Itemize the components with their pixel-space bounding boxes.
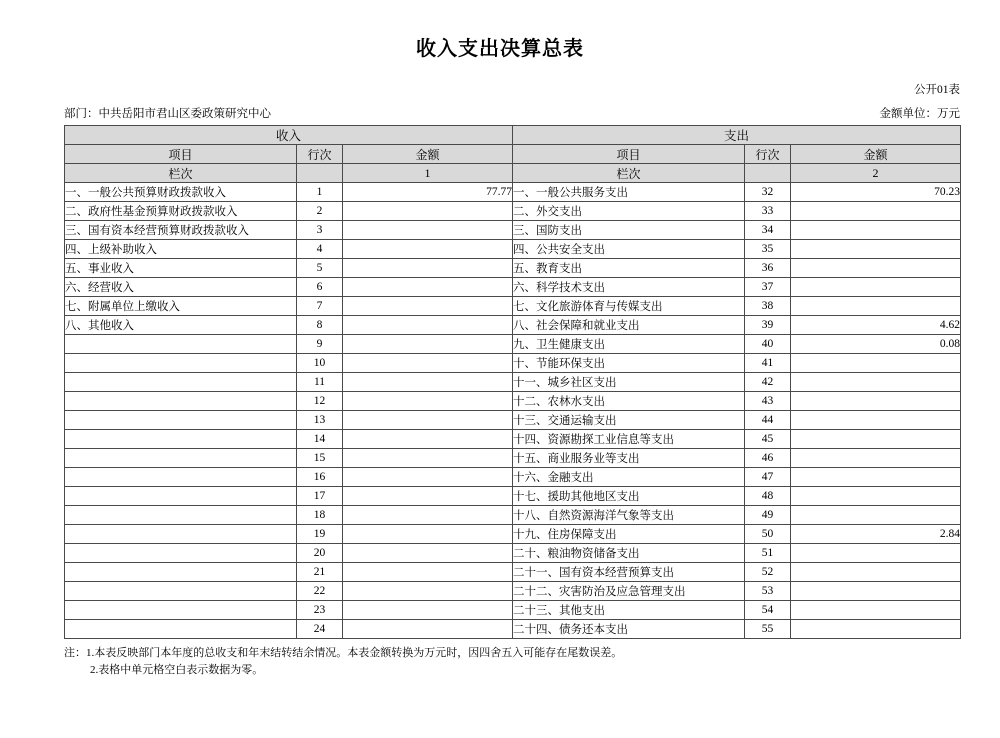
expenditure-item: 十七、援助其他地区支出 [513,487,745,506]
income-line: 10 [297,354,343,373]
income-item [65,430,297,449]
expenditure-amount [791,506,961,525]
table-row [65,221,961,240]
header-expenditure-item: 项目 [513,145,745,164]
expenditure-amount [791,373,961,392]
expenditure-item: 十二、农林水支出 [513,392,745,411]
table-column-index-row [65,164,961,183]
income-line: 24 [297,620,343,639]
expenditure-item: 二、外交支出 [513,202,745,221]
income-line: 17 [297,487,343,506]
header-income-item: 项目 [65,145,297,164]
table-row [65,240,961,259]
table-row [65,259,961,278]
expenditure-item: 六、科学技术支出 [513,278,745,297]
income-amount [343,202,513,221]
income-item [65,411,297,430]
expenditure-line: 35 [745,240,791,259]
income-item [65,563,297,582]
expenditure-amount [791,354,961,373]
expenditure-item: 二十一、国有资本经营预算支出 [513,563,745,582]
table-row [65,430,961,449]
expenditure-line: 36 [745,259,791,278]
income-amount [343,316,513,335]
expenditure-amount [791,411,961,430]
table-row [65,411,961,430]
table-row [65,354,961,373]
expenditure-item: 五、教育支出 [513,259,745,278]
amount-unit-label: 金额单位：万元 [879,108,960,120]
expenditure-amount [791,544,961,563]
column-index-spacer-income-line [297,164,343,183]
table-row [65,563,961,582]
income-amount [343,525,513,544]
expenditure-item: 二十四、债务还本支出 [513,620,745,639]
income-item [65,335,297,354]
expenditure-amount [791,620,961,639]
table-container [0,125,1000,639]
income-item: 三、国有资本经营预算财政拨款收入 [65,221,297,240]
table-row [65,601,961,620]
group-header-income: 收入 [65,126,513,145]
expenditure-line: 50 [745,525,791,544]
expenditure-line: 32 [745,183,791,202]
income-line: 11 [297,373,343,392]
expenditure-amount [791,221,961,240]
expenditure-line: 41 [745,354,791,373]
table-row [65,316,961,335]
expenditure-amount [791,487,961,506]
column-index-income-amount: 1 [343,164,513,183]
expenditure-line: 44 [745,411,791,430]
income-amount [343,620,513,639]
note-line-1: 注：1.本表反映部门本年度的总收支和年末结转结余情况。本表金额转换为万元时，因四舍五入可能存在尾数误差。 [64,647,623,659]
expenditure-line: 48 [745,487,791,506]
expenditure-line: 38 [745,297,791,316]
income-item [65,582,297,601]
income-item [65,601,297,620]
expenditure-line: 45 [745,430,791,449]
income-item: 四、上级补助收入 [65,240,297,259]
income-amount [343,430,513,449]
income-amount [343,392,513,411]
expenditure-item: 十八、自然资源海洋气象等支出 [513,506,745,525]
expenditure-item: 二十、粮油物资储备支出 [513,544,745,563]
expenditure-item: 十五、商业服务业等支出 [513,449,745,468]
expenditure-amount [791,430,961,449]
table-row [65,468,961,487]
expenditure-item: 四、公共安全支出 [513,240,745,259]
income-item: 一、一般公共预算财政拨款收入 [65,183,297,202]
expenditure-item: 七、文化旅游体育与传媒支出 [513,297,745,316]
table-row [65,202,961,221]
table-row [65,620,961,639]
income-amount [343,335,513,354]
group-header-expenditure: 支出 [513,126,961,145]
income-amount [343,506,513,525]
expenditure-item: 十六、金融支出 [513,468,745,487]
income-item [65,373,297,392]
income-item [65,468,297,487]
income-item: 二、政府性基金预算财政拨款收入 [65,202,297,221]
income-line: 8 [297,316,343,335]
income-line: 23 [297,601,343,620]
header-expenditure-line: 行次 [745,145,791,164]
expenditure-item: 九、卫生健康支出 [513,335,745,354]
column-index-expenditure-amount: 2 [791,164,961,183]
column-index-label-income: 栏次 [65,164,297,183]
income-line: 21 [297,563,343,582]
income-line: 15 [297,449,343,468]
table-row [65,392,961,411]
expenditure-line: 46 [745,449,791,468]
table-row [65,487,961,506]
income-item [65,354,297,373]
income-amount [343,278,513,297]
expenditure-amount [791,240,961,259]
income-amount [343,487,513,506]
expenditure-item: 二十三、其他支出 [513,601,745,620]
department-label: 部门：中共岳阳市君山区委政策研究中心 [64,108,271,120]
income-amount [343,259,513,278]
table-row [65,183,961,202]
income-line: 13 [297,411,343,430]
expenditure-item: 三、国防支出 [513,221,745,240]
column-index-spacer-expenditure-line [745,164,791,183]
table-row [65,525,961,544]
expenditure-amount [791,202,961,221]
income-amount [343,582,513,601]
income-amount [343,240,513,259]
expenditure-line: 33 [745,202,791,221]
income-line: 16 [297,468,343,487]
income-item [65,525,297,544]
income-line: 9 [297,335,343,354]
expenditure-amount [791,601,961,620]
expenditure-line: 47 [745,468,791,487]
income-line: 22 [297,582,343,601]
expenditure-line: 54 [745,601,791,620]
income-amount [343,601,513,620]
table-row [65,373,961,392]
note-line-2: 2.表格中单元格空白表示数据为零。 [90,664,264,677]
expenditure-item: 八、社会保障和就业支出 [513,316,745,335]
income-line: 3 [297,221,343,240]
expenditure-line: 40 [745,335,791,354]
document-page [0,32,1000,738]
expenditure-item: 十四、资源勘探工业信息等支出 [513,430,745,449]
income-amount [343,411,513,430]
table-row [65,582,961,601]
expenditure-line: 39 [745,316,791,335]
expenditure-item: 十一、城乡社区支出 [513,373,745,392]
expenditure-line: 53 [745,582,791,601]
expenditure-amount [791,563,961,582]
header-income-line: 行次 [297,145,343,164]
column-index-label-expenditure: 栏次 [513,164,745,183]
income-line: 4 [297,240,343,259]
income-line: 18 [297,506,343,525]
income-amount [343,468,513,487]
table-row [65,335,961,354]
income-item [65,620,297,639]
income-line: 6 [297,278,343,297]
expenditure-item: 一、一般公共服务支出 [513,183,745,202]
header-income-amount: 金额 [343,145,513,164]
income-line: 5 [297,259,343,278]
expenditure-amount: 70.23 [791,183,961,202]
table-row [65,506,961,525]
income-line: 1 [297,183,343,202]
expenditure-line: 52 [745,563,791,582]
header-expenditure-amount: 金额 [791,145,961,164]
expenditure-item: 十九、住房保障支出 [513,525,745,544]
income-amount [343,297,513,316]
expenditure-amount: 0.08 [791,335,961,354]
income-item [65,449,297,468]
expenditure-amount [791,278,961,297]
expenditure-line: 51 [745,544,791,563]
income-line: 19 [297,525,343,544]
income-line: 12 [297,392,343,411]
expenditure-amount [791,259,961,278]
income-amount [343,544,513,563]
table-row [65,544,961,563]
expenditure-line: 42 [745,373,791,392]
income-amount [343,373,513,392]
table-row [65,449,961,468]
income-item: 七、附属单位上缴收入 [65,297,297,316]
income-item [65,506,297,525]
expenditure-item: 二十二、灾害防治及应急管理支出 [513,582,745,601]
expenditure-item: 十、节能环保支出 [513,354,745,373]
expenditure-amount [791,392,961,411]
expenditure-amount [791,582,961,601]
income-item [65,487,297,506]
meta-row [0,105,1000,121]
income-amount [343,449,513,468]
table-notes [0,639,1000,679]
expenditure-amount [791,449,961,468]
expenditure-line: 34 [745,221,791,240]
expenditure-item: 十三、交通运输支出 [513,411,745,430]
income-line: 7 [297,297,343,316]
income-item: 六、经营收入 [65,278,297,297]
expenditure-line: 49 [745,506,791,525]
expenditure-amount: 4.62 [791,316,961,335]
expenditure-amount [791,297,961,316]
income-amount [343,563,513,582]
expenditure-amount: 2.84 [791,525,961,544]
table-group-header-row [65,126,961,145]
income-amount [343,354,513,373]
page-title: 收入支出决算总表 [416,38,584,60]
income-line: 14 [297,430,343,449]
income-amount: 77.77 [343,183,513,202]
expenditure-amount [791,468,961,487]
table-row [65,297,961,316]
income-item [65,392,297,411]
budget-summary-table [64,125,961,639]
expenditure-line: 55 [745,620,791,639]
income-item: 八、其他收入 [65,316,297,335]
form-code: 公开01表 [914,84,960,96]
expenditure-line: 43 [745,392,791,411]
table-row [65,278,961,297]
expenditure-line: 37 [745,278,791,297]
income-item [65,544,297,563]
income-amount [343,221,513,240]
income-line: 20 [297,544,343,563]
income-line: 2 [297,202,343,221]
income-item: 五、事业收入 [65,259,297,278]
table-column-header-row [65,145,961,164]
